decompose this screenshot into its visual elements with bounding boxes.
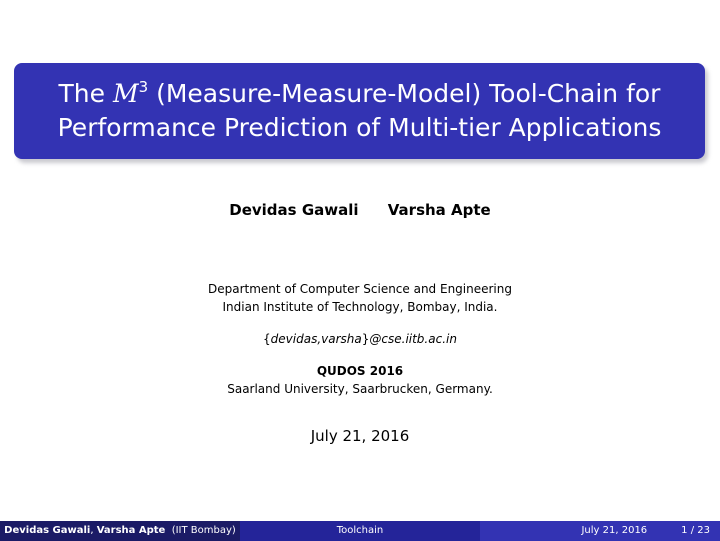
footer-right — [480, 521, 720, 541]
email-close-brace: } — [361, 332, 370, 346]
author-name: Varsha Apte — [387, 201, 491, 219]
department: Department of Computer Science and Engineering — [207, 282, 512, 296]
institute: Indian Institute of Technology, Bombay, India. — [222, 300, 498, 314]
email-open-brace: { — [263, 332, 271, 346]
conference-name: QUDOS 2016 — [316, 364, 404, 378]
email-line — [0, 332, 720, 346]
title-line-2: Performance Prediction of Multi-tier Applications — [57, 113, 662, 142]
email-domain: @cse.iitb.ac.in — [369, 332, 457, 346]
footer-author-2: Varsha Apte — [96, 525, 166, 536]
footer-bar — [0, 521, 720, 541]
title-prefix: The — [58, 79, 113, 108]
title-block — [14, 63, 705, 159]
email-names: devidas,varsha — [270, 332, 362, 346]
title-line-1 — [59, 77, 661, 111]
footer-separator: , — [90, 525, 97, 536]
footer-affiliation: (IIT Bombay) — [171, 525, 236, 536]
page-number: 1 / 23 — [681, 525, 710, 536]
footer-authors — [0, 521, 240, 541]
author-list — [0, 201, 720, 219]
conference — [0, 362, 720, 398]
title-symbol: M — [112, 79, 139, 108]
footer-date: July 21, 2016 — [581, 525, 648, 536]
presentation-date: July 21, 2016 — [310, 427, 410, 445]
title-superscript: 3 — [138, 78, 149, 96]
footer-short-title: Toolchain — [240, 521, 480, 541]
institution — [0, 280, 720, 316]
author-name: Devidas Gawali — [229, 201, 359, 219]
conference-location: Saarland University, Saarbrucken, Germany. — [227, 382, 493, 396]
title-line1-rest: (Measure-Measure-Model) Tool-Chain for — [148, 79, 661, 108]
footer-author-1: Devidas Gawali — [4, 525, 91, 536]
